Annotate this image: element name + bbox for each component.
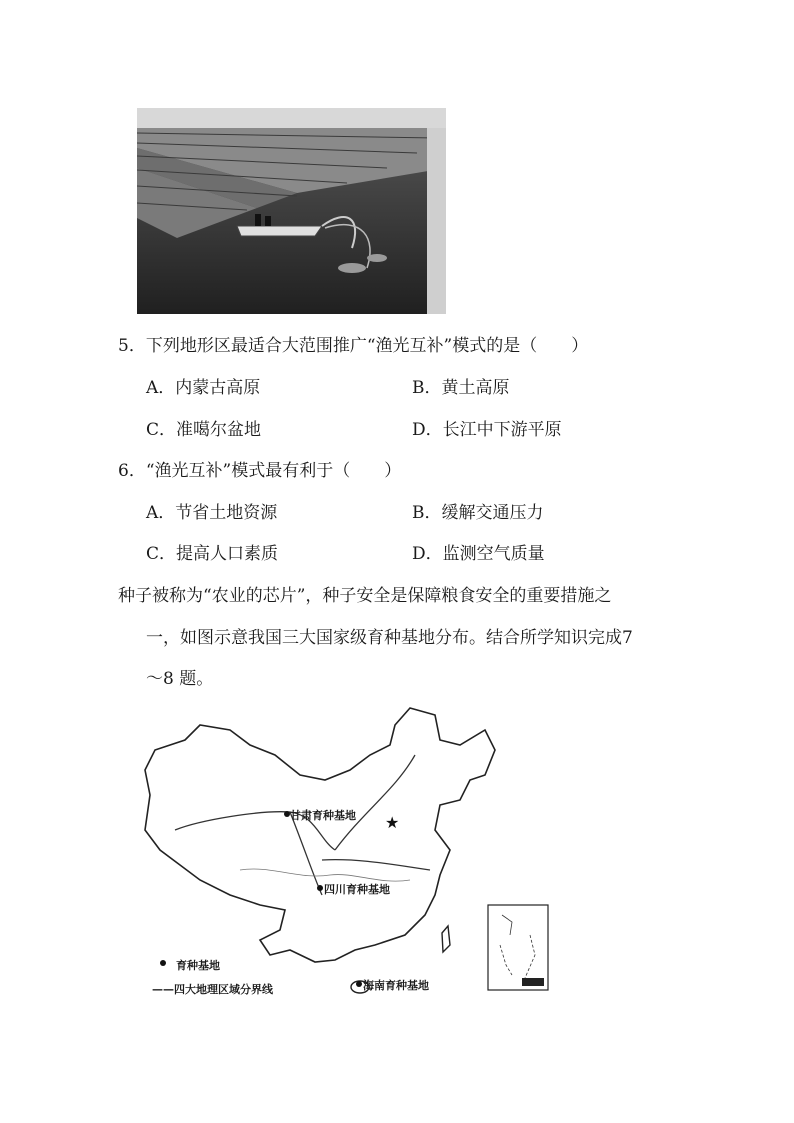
legend-base-label: 育种基地 [176, 959, 220, 972]
sichuan-base-marker-icon [317, 885, 323, 891]
question-6-option-d[interactable]: D．监测空气质量 [412, 544, 545, 564]
hainan-base-label: 海南育种基地 [363, 979, 429, 992]
intro-line-3: ～8 题。 [146, 669, 214, 689]
intro-line-2: 一，如图示意我国三大国家级育种基地分布。结合所学知识完成7 [146, 628, 633, 648]
south-china-sea-inset [488, 905, 548, 990]
china-breeding-base-map [140, 700, 555, 1005]
taiwan-outline [442, 926, 450, 952]
question-5-stem: 5．下列地形区最适合大范围推广“渔光互补”模式的是（ ） [118, 336, 589, 356]
legend-boundary-label: ——四大地理区域分界线 [152, 983, 273, 996]
legend-base-marker-icon [160, 960, 166, 966]
hainan-base-marker-icon [356, 981, 362, 987]
question-6-stem: 6．“渔光互补”模式最有利于（ ） [118, 461, 402, 481]
river [240, 869, 410, 881]
boundary-line-northeast [335, 755, 415, 850]
fishery-solar-photo [137, 108, 446, 314]
capital-star-icon: ★ [385, 813, 400, 832]
question-5-option-b[interactable]: B．黄土高原 [412, 378, 510, 398]
intro-line-1: 种子被称为“农业的芯片”，种子安全是保障粮食安全的重要措施之 [118, 586, 612, 606]
photo-illustration [137, 108, 446, 314]
boundary-line-qinghai [290, 812, 322, 895]
china-outline [145, 708, 495, 962]
gansu-base-label: 甘肃育种基地 [290, 809, 356, 822]
question-6-option-c[interactable]: C．提高人口素质 [146, 544, 279, 564]
question-5-option-a[interactable]: A．内蒙古高原 [146, 378, 261, 398]
question-5-option-d[interactable]: D．长江中下游平原 [412, 420, 562, 440]
boundary-line-qinling [322, 860, 430, 870]
question-5-option-c[interactable]: C．准噶尔盆地 [146, 420, 262, 440]
sichuan-base-label: 四川育种基地 [324, 883, 390, 896]
question-6-option-b[interactable]: B．缓解交通压力 [412, 503, 544, 523]
question-6-option-a[interactable]: A．节省土地资源 [146, 503, 278, 523]
